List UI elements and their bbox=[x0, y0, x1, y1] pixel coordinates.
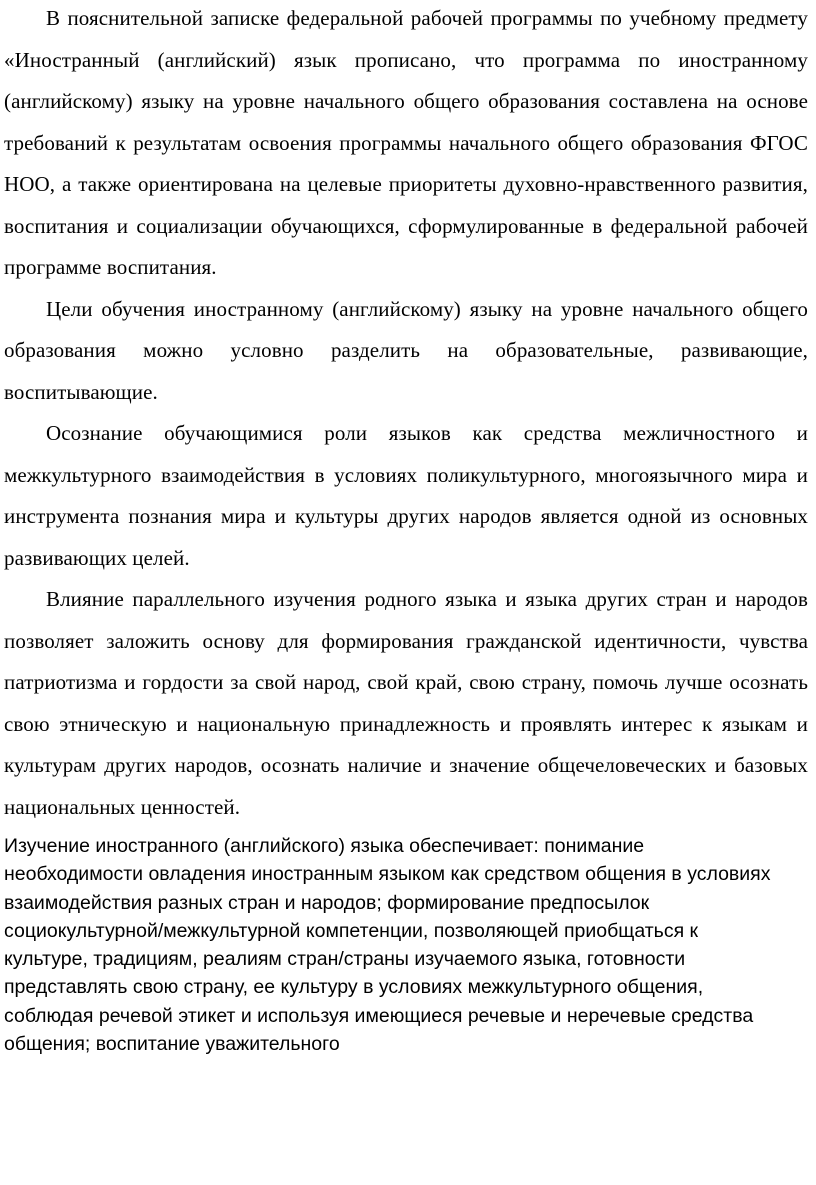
paragraph-parallel-study: Влияние параллельного изучения родного языка и языка других стран и народов позволяет заложить основу для формирования гражданской идентичности, чувства патриотизма и гордости за свой народ, свой край, свою страну, помочь лучше осознать свою этническую и национальную принадлежность и проявлять интерес к языкам и культурам других народов, осознать наличие и значение общечеловеческих и базовых национальных ценностей. bbox=[4, 587, 808, 819]
paragraph-explanatory-note: В пояснительной записке федеральной рабочей программы по учебному предмету «Иностранный (английский) язык прописано, что программа по иностранному (английскому) языку на уровне начального общего образования составлена на основе требований к результатам освоения программы начального общего образования ФГОС НОО, а также ориентирована на целевые приоритеты духовно-нравственного развития, воспитания и социализации обучающихся, сформулированные в федеральной рабочей программе воспитания. bbox=[4, 6, 808, 279]
paragraph-study-provides: Изучение иностранного (английского) языка обеспечивает: понимание необходимости овладения иностранным языком как средством общения в условиях взаимодействия разных стран и народов; формирование предпосылок социокультурной/межкультурной компетенции, позволяющей приобщаться к культуре, традициям, реалиям стран/страны изучаемого языка, готовности представлять свою страну, ее культуру в условиях межкультурного общения, соблюдая речевой этикет и используя имеющиеся речевые и неречевые средства общения; воспитание уважительного bbox=[4, 835, 771, 1056]
paragraph-learning-goals: Цели обучения иностранному (английскому) языку на уровне начального общего образования можно условно разделить на образовательные, развивающие, воспитывающие. bbox=[4, 296, 808, 404]
paragraph-developmental-goal: Осознание обучающимися роли языков как средства межличностного и межкультурного взаимодействия в условиях поликультурного, многоязычного мира и инструмента познания мира и культуры других народов является одной из основных развивающих целей. bbox=[4, 421, 808, 570]
